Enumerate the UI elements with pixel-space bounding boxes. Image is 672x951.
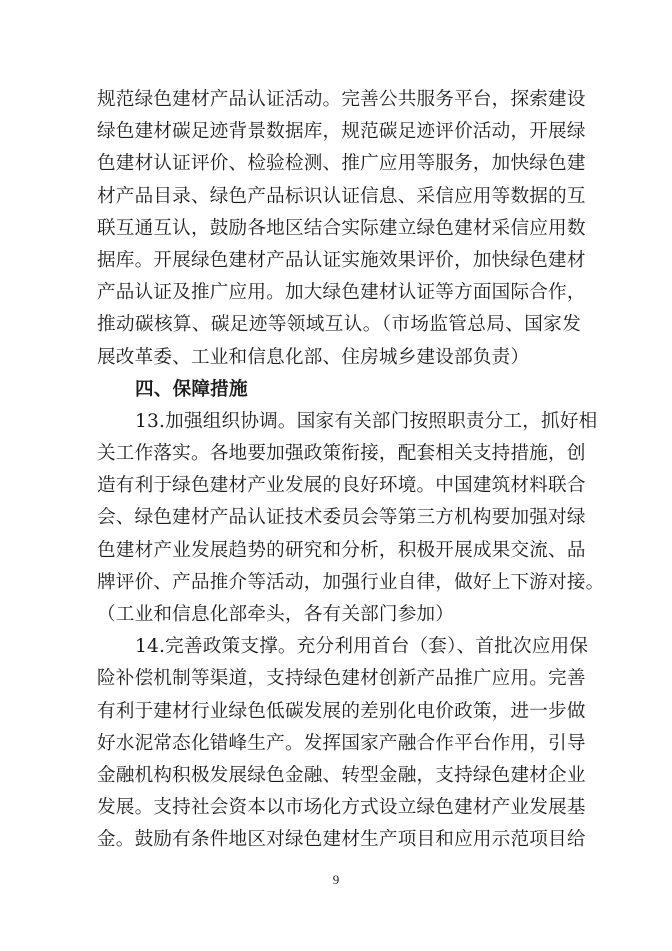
section-heading: 四、保障措施 <box>135 378 248 400</box>
page-number: 9 <box>332 872 340 887</box>
text-line: 造有利于绿色建材产业发展的良好环境。中国建筑材料联合 <box>97 475 586 497</box>
text-line: 绿色建材碳足迹背景数据库，规范碳足迹评价活动，开展绿 <box>97 121 586 143</box>
text-line: 发展。支持社会资本以市场化方式设立绿色建材产业发展基 <box>97 797 586 819</box>
text-line: 险补偿机制等渠道，支持绿色建材创新产品推广应用。完善 <box>97 668 586 690</box>
text-line: 色建材认证评价、检验检测、推广应用等服务，加快绿色建 <box>97 153 586 175</box>
text-line: 据库。开展绿色建材产品认证实施效果评价，加快绿色建材 <box>97 249 586 271</box>
text-line: 金融机构积极发展绿色金融、转型金融，支持绿色建材企业 <box>97 764 586 786</box>
text-line: 色建材产业发展趋势的研究和分析，积极开展成果交流、品 <box>97 539 586 561</box>
text-line: 规范绿色建材产品认证活动。完善公共服务平台，探索建设 <box>97 89 586 110</box>
text-line: 好水泥常态化错峰生产。发挥国家产融合作平台作用，引导 <box>97 732 586 754</box>
text-line: 会、绿色建材产品认证技术委员会等第三方机构要加强对绿 <box>97 507 586 529</box>
paragraph-first-line: 13.加强组织协调。国家有关部门按照职责分工，抓好相 <box>135 410 598 432</box>
text-line: 联互通互认，鼓励各地区结合实际建立绿色建材采信应用数 <box>97 217 586 239</box>
text-line: （工业和信息化部牵头，各有关部门参加） <box>97 604 455 625</box>
text-line: 金。鼓励有条件地区对绿色建材生产项目和应用示范项目给 <box>97 829 586 851</box>
text-line: 有利于建材行业绿色低碳发展的差别化电价政策，进一步做 <box>97 700 586 722</box>
text-line: 牌评价、产品推介等活动，加强行业自律，做好上下游对接。 <box>97 571 605 593</box>
body-text <box>97 84 605 857</box>
text-line: 材产品目录、绿色产品标识认证信息、采信应用等数据的互 <box>97 185 586 207</box>
paragraph-first-line: 14.完善政策支撑。充分利用首台（套）、首批次应用保 <box>135 636 589 658</box>
text-line: 产品认证及推广应用。加大绿色建材认证等方面国际合作， <box>97 282 586 304</box>
text-line: 展改革委、工业和信息化部、住房城乡建设部负责） <box>97 346 530 368</box>
text-line: 推动碳核算、碳足迹等领域互认。（市场监管总局、国家发 <box>97 314 581 336</box>
text-line: 关工作落实。各地要加强政策衔接，配套相关支持措施，创 <box>97 443 586 465</box>
